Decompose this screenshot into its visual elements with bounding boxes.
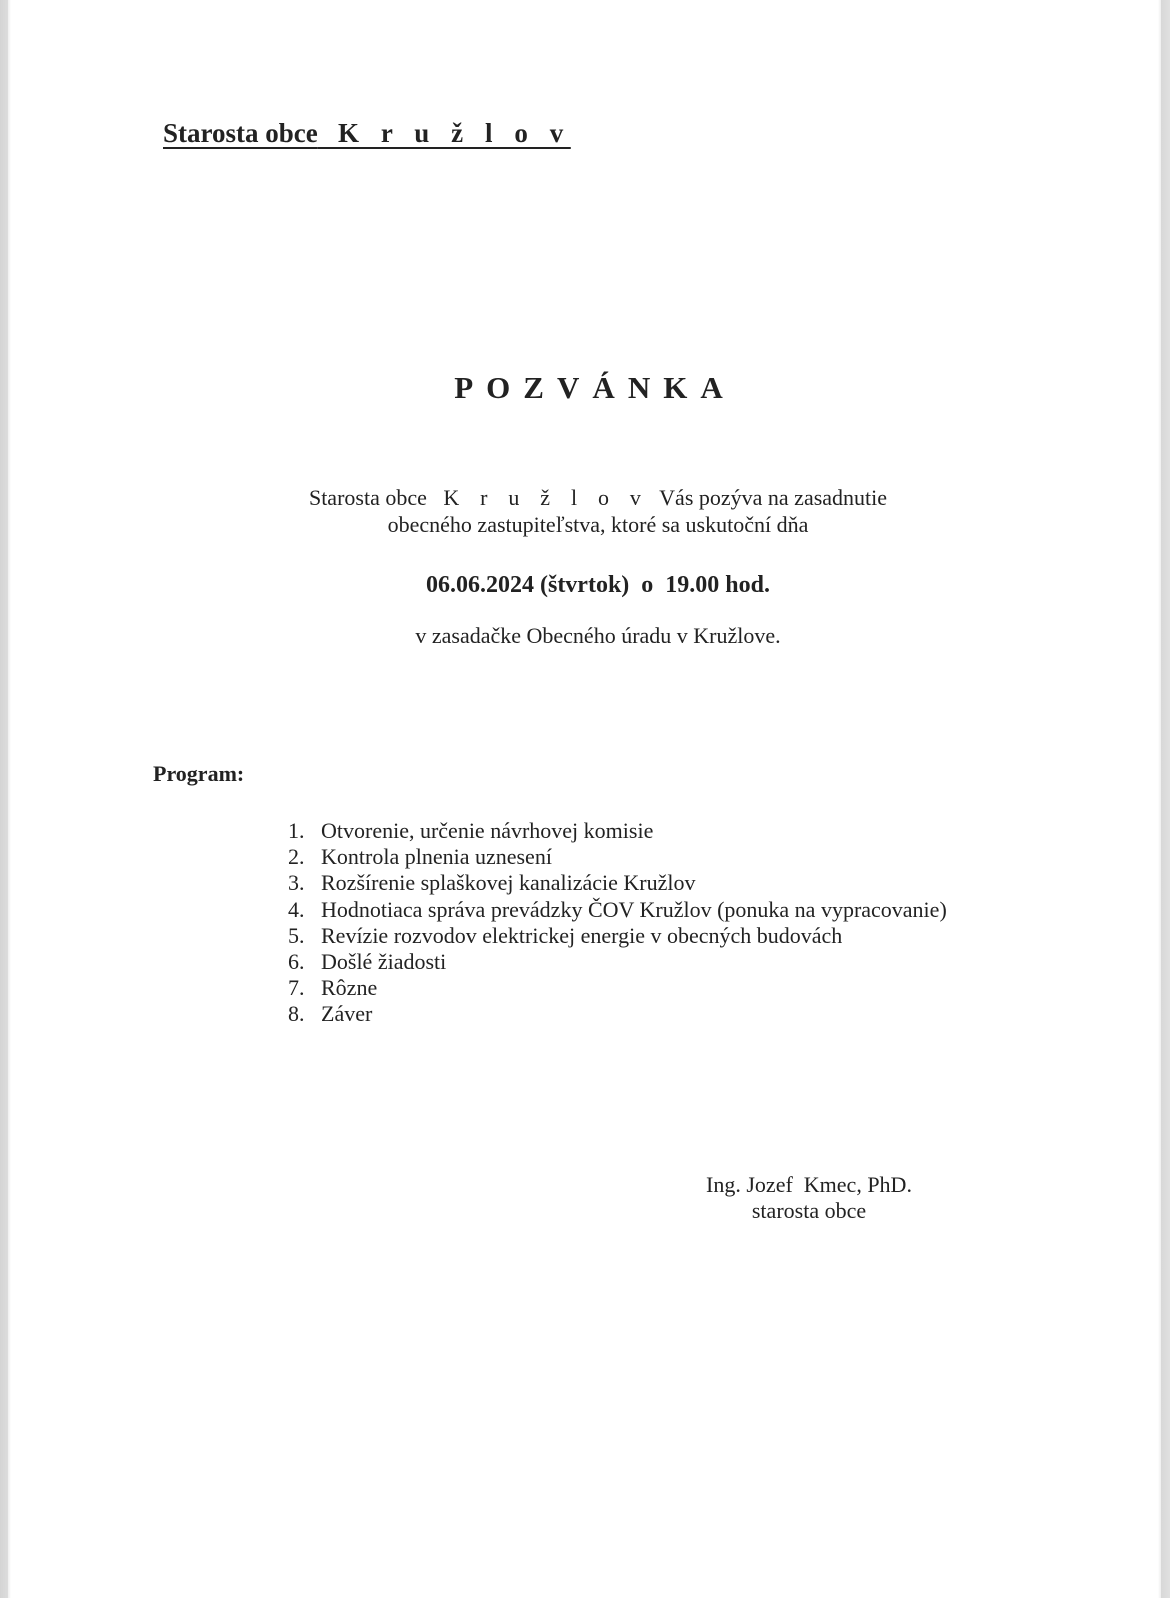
intro-village: K r u ž l o v <box>443 485 649 510</box>
viewer-left-shadow <box>8 0 11 1598</box>
intro-line-1 <box>0 484 1170 511</box>
agenda-item <box>288 844 947 870</box>
agenda-item-text: Kontrola plnenia uznesení <box>321 844 552 870</box>
viewer-left-border <box>0 0 8 1598</box>
agenda-item <box>288 975 947 1001</box>
agenda-item-number: 8. <box>288 1001 305 1027</box>
program-label: Program: <box>153 761 245 786</box>
agenda-item-number: 5. <box>288 922 305 948</box>
agenda-item <box>288 1001 947 1027</box>
agenda-item-text: Záver <box>321 1001 373 1027</box>
agenda-item <box>288 897 947 923</box>
header-village: K r u ž l o v <box>338 118 571 148</box>
intro-suffix: Vás pozýva na zasadnutie <box>659 485 888 510</box>
signatory-name: Ing. Jozef Kmec, PhD. <box>706 1172 912 1197</box>
header-prefix: Starosta obce <box>163 118 318 148</box>
agenda-item-number: 4. <box>288 896 305 922</box>
agenda-item-number: 6. <box>288 949 305 975</box>
meeting-place: v zasadačke Obecného úradu v Kružlove. <box>415 623 781 648</box>
agenda-item-text: Otvorenie, určenie návrhovej komisie <box>321 818 654 843</box>
invitation-intro <box>0 484 1170 538</box>
intro-prefix: Starosta obce <box>308 485 427 510</box>
agenda-list <box>288 818 947 1028</box>
signatory-role: starosta obce <box>751 1198 867 1223</box>
agenda-item-text: Revízie rozvodov elektrickej energie v obecných budovách <box>321 922 843 948</box>
agenda-item-text: Došlé žiadosti <box>321 949 447 975</box>
agenda-item-number: 2. <box>288 844 305 870</box>
document-title: POZVÁNKA <box>454 370 736 405</box>
agenda-item <box>288 870 947 896</box>
agenda-item-text: Rozšírenie splaškovej kanalizácie Kružlov <box>321 870 696 896</box>
document-header <box>163 118 571 149</box>
agenda-item <box>288 949 947 975</box>
agenda-item-number: 3. <box>288 870 305 896</box>
agenda-item <box>288 923 947 949</box>
signature-block <box>700 1172 918 1224</box>
viewer-right-border <box>1161 0 1170 1598</box>
viewer-right-shadow <box>1158 0 1161 1598</box>
agenda-item-number: 1. <box>288 818 305 843</box>
meeting-datetime: 06.06.2024 (štvrtok) o 19.00 hod. <box>425 572 770 598</box>
agenda-item <box>288 818 947 844</box>
intro-line-2: obecného zastupiteľstva, ktoré sa uskutoční dňa <box>387 512 809 537</box>
agenda-item-number: 7. <box>288 975 305 1001</box>
agenda-item-text: Rôzne <box>321 975 378 1001</box>
agenda-item-text: Hodnotiaca správa prevádzky ČOV Kružlov (ponuka na vypracovanie) <box>321 896 947 922</box>
